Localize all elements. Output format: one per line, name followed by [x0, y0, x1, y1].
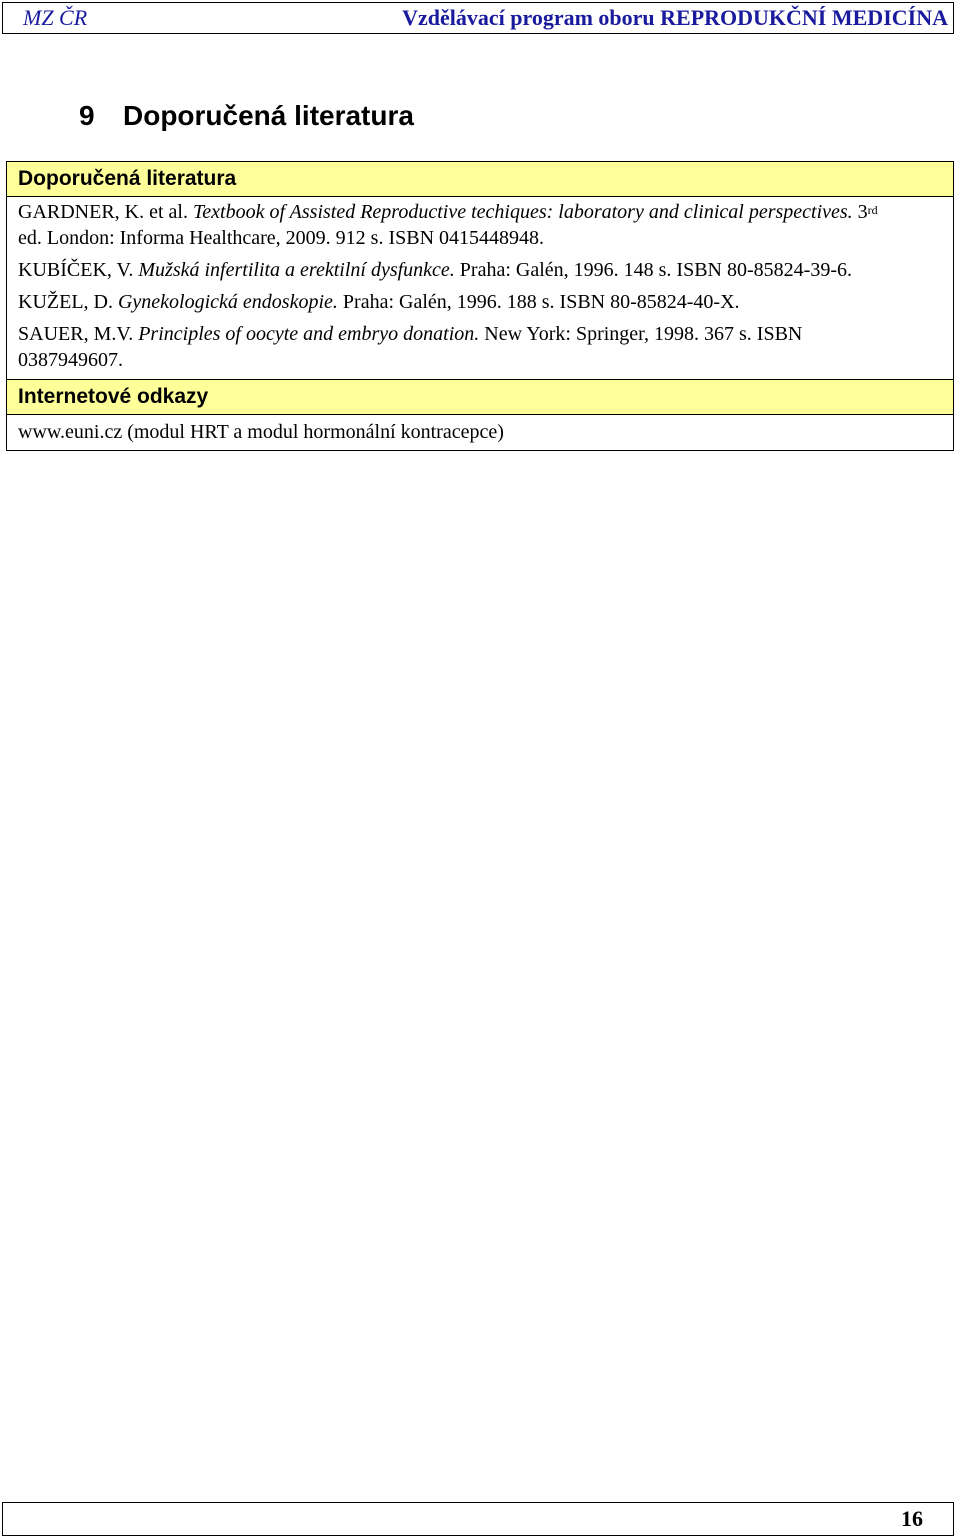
entry-rest: New York: Springer, 1998. 367 s. ISBN 0387949607.	[18, 323, 803, 371]
literature-entry	[18, 321, 953, 373]
entry-author: KUŽEL, D.	[18, 291, 113, 313]
entry-author: GARDNER, K. et al.	[18, 201, 188, 223]
literature-entry	[18, 257, 953, 283]
literature-entries	[7, 197, 953, 373]
entry-author: KUBÍČEK, V.	[18, 259, 134, 281]
literature-table	[6, 161, 954, 451]
literature-entry	[18, 199, 953, 251]
chapter-number: 9	[79, 100, 95, 131]
page-number: 16	[901, 1506, 923, 1531]
literature-heading: Doporučená literatura	[7, 162, 953, 197]
chapter-title: Doporučená literatura	[123, 100, 414, 131]
entry-author: SAUER, M.V.	[18, 323, 134, 345]
literature-entry	[18, 289, 953, 315]
header-right: Vzdělávací program oboru REPRODUKČNÍ MEDICÍNA	[402, 5, 948, 30]
internet-link[interactable]: www.euni.cz (modul HRT a modul hormonální kontracepce)	[18, 421, 504, 443]
page-footer	[2, 1502, 954, 1536]
entry-rest: Praha: Galén, 1996. 148 s. ISBN 80-85824-39-6.	[459, 259, 852, 281]
header-left: MZ ČR	[23, 5, 88, 30]
entry-title: Principles of oocyte and embryo donation.	[138, 323, 480, 345]
entry-edition: 3rd	[857, 201, 878, 223]
internet-heading: Internetové odkazy	[7, 379, 953, 415]
entry-title: Textbook of Assisted Reproductive techiques: laboratory and clinical perspectives.	[192, 201, 853, 223]
page-header	[2, 2, 954, 34]
entry-rest: ed. London: Informa Healthcare, 2009. 912 s. ISBN 0415448948.	[18, 227, 545, 249]
entry-title: Mužská infertilita a erektilní dysfunkce.	[138, 259, 455, 281]
chapter-heading	[79, 100, 414, 132]
entry-rest: Praha: Galén, 1996. 188 s. ISBN 80-85824-40-X.	[342, 291, 740, 313]
entry-title: Gynekologická endoskopie.	[117, 291, 338, 313]
